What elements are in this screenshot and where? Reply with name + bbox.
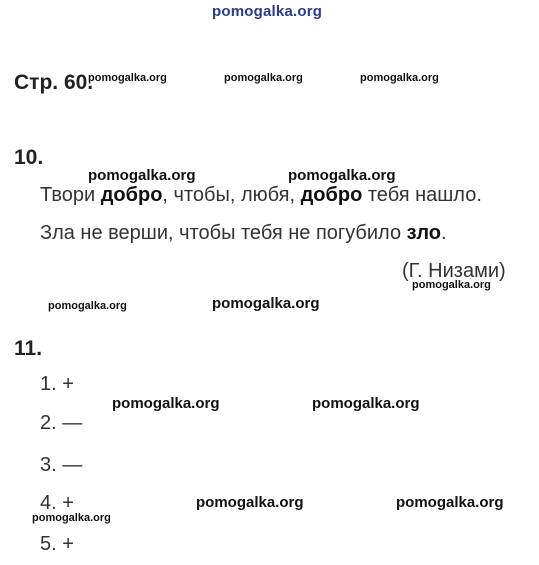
bold-word: добро [300, 184, 363, 206]
quote-author: (Г. Низами) [402, 260, 506, 282]
answer-item: 1. + [40, 373, 74, 395]
watermark: pomogalka.org [312, 395, 420, 412]
watermark: pomogalka.org [212, 295, 320, 312]
watermark: pomogalka.org [88, 167, 196, 184]
text: Твори [40, 184, 101, 206]
answer-item: 2. — [40, 412, 83, 434]
watermark: pomogalka.org [196, 494, 304, 511]
answer-item: 4. + [40, 492, 74, 514]
watermark-top: pomogalka.org [212, 3, 323, 20]
bold-word: добро [100, 184, 163, 206]
task-10-number: 10. [14, 146, 44, 169]
watermark: pomogalka.org [360, 72, 439, 84]
task-10-line-1 [40, 184, 482, 207]
bold-word: зло [406, 222, 441, 244]
watermark: pomogalka.org [288, 167, 396, 184]
watermark: pomogalka.org [112, 395, 220, 412]
answer-item: 5. + [40, 533, 74, 555]
task-11-number: 11. [14, 337, 43, 360]
watermark: pomogalka.org [412, 279, 491, 291]
watermark: pomogalka.org [396, 494, 504, 511]
text: Зла не верши, чтобы тебя не погубило [40, 222, 407, 244]
answer-item: 3. — [40, 454, 83, 476]
watermark: pomogalka.org [32, 512, 111, 524]
text: . [440, 222, 447, 244]
watermark: pomogalka.org [224, 72, 303, 84]
text: , чтобы, любя, [162, 184, 301, 206]
page-label: Стр. 60. [14, 71, 94, 94]
watermark: pomogalka.org [88, 72, 167, 84]
task-10-line-2 [40, 222, 447, 245]
text: тебя нашло. [362, 184, 482, 206]
watermark: pomogalka.org [48, 300, 127, 312]
